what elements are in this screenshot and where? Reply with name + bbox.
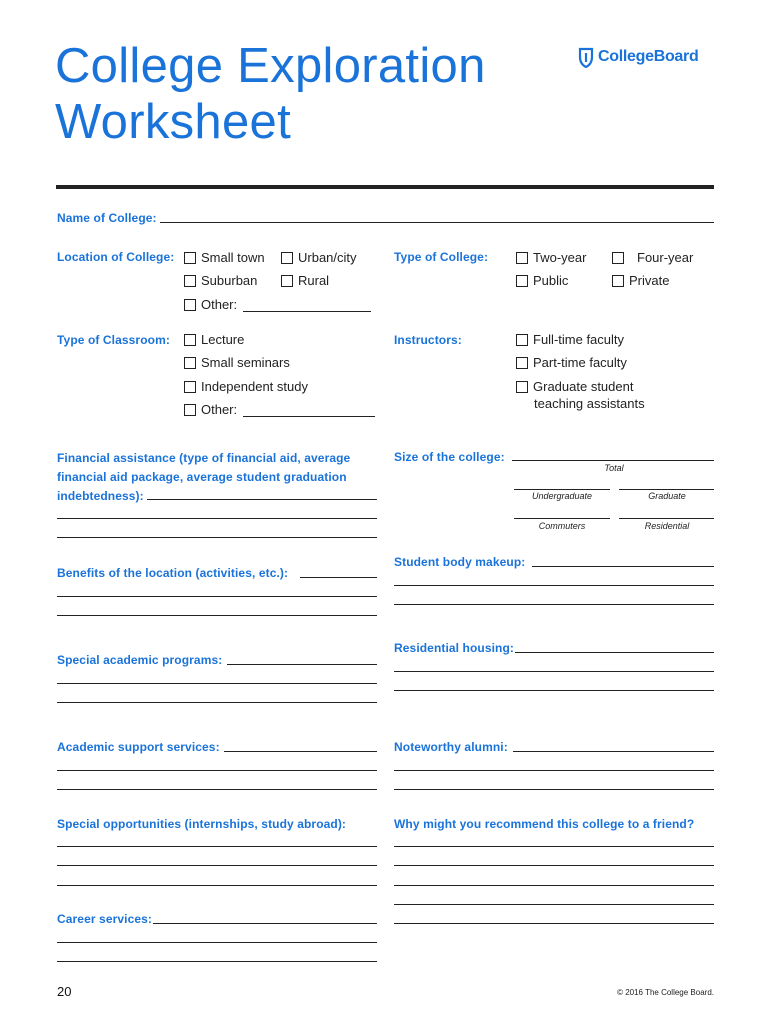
option-label: Urban/city <box>298 250 357 265</box>
recommend-line-b[interactable] <box>394 865 714 866</box>
option-independent-study[interactable] <box>184 379 308 395</box>
financial-line-a[interactable] <box>147 499 377 500</box>
option-two-year[interactable] <box>516 250 586 266</box>
recommend-line-d[interactable] <box>394 904 714 905</box>
name-of-college-line[interactable] <box>160 222 714 223</box>
name-of-college-label: Name of College: <box>57 211 157 225</box>
recommend-line-c[interactable] <box>394 885 714 886</box>
instructors-label: Instructors: <box>394 333 462 347</box>
size-total-caption: Total <box>604 463 624 473</box>
financial-assistance-label <box>57 449 350 506</box>
checkbox[interactable] <box>516 381 528 393</box>
financial-line-3: indebtedness): <box>57 489 144 503</box>
special-opportunities-label: Special opportunities (internships, study abroad): <box>57 817 347 831</box>
size-commuters-line[interactable] <box>514 518 610 519</box>
checkbox[interactable] <box>184 404 196 416</box>
title-line-2: Worksheet <box>55 95 292 149</box>
title-line-1: College Exploration <box>55 39 486 93</box>
option-label: Full-time faculty <box>533 332 625 347</box>
option-suburban[interactable] <box>184 273 257 289</box>
checkbox[interactable] <box>184 381 196 393</box>
career-services-label: Career services: <box>57 912 153 926</box>
checkbox[interactable] <box>516 252 528 264</box>
option-urban-city[interactable] <box>281 250 357 266</box>
alumni-line-c[interactable] <box>394 789 714 790</box>
type-of-college-label: Type of College: <box>394 250 489 264</box>
alumni-line-a[interactable] <box>513 751 714 752</box>
option-label: Part-time faculty <box>533 355 627 370</box>
checkbox[interactable] <box>184 334 196 346</box>
option-part-time-faculty[interactable] <box>516 355 627 371</box>
special-opps-line-c[interactable] <box>57 885 377 886</box>
option-label: Independent study <box>201 379 308 394</box>
checkbox[interactable] <box>184 299 196 311</box>
checkbox[interactable] <box>184 357 196 369</box>
residential-line-a[interactable] <box>515 652 714 653</box>
option-four-year[interactable] <box>612 250 693 266</box>
size-commuters-caption: Commuters <box>538 521 586 531</box>
benefits-line-a[interactable] <box>300 577 377 578</box>
size-label: Size of the college: <box>394 450 505 464</box>
recommend-line-a[interactable] <box>394 846 714 847</box>
academic-support-label: Academic support services: <box>57 740 220 754</box>
option-lecture[interactable] <box>184 332 244 348</box>
location-other-line[interactable] <box>243 311 371 312</box>
special-opps-line-b[interactable] <box>57 865 377 866</box>
special-programs-line-b[interactable] <box>57 683 377 684</box>
student-body-line-b[interactable] <box>394 585 714 586</box>
option-label: Other: <box>201 297 238 312</box>
option-label: Other: <box>201 402 238 417</box>
career-line-c[interactable] <box>57 961 377 962</box>
residential-housing-label: Residential housing: <box>394 641 515 655</box>
page-title <box>55 38 486 150</box>
student-body-line-c[interactable] <box>394 604 714 605</box>
option-graduate-student[interactable] <box>516 379 633 395</box>
special-programs-line-a[interactable] <box>227 664 377 665</box>
residential-line-b[interactable] <box>394 671 714 672</box>
recommend-line-e[interactable] <box>394 923 714 924</box>
option-full-time-faculty[interactable] <box>516 332 624 348</box>
option-label: Public <box>533 273 569 288</box>
academic-support-line-b[interactable] <box>57 770 377 771</box>
acorn-icon <box>577 46 595 68</box>
classroom-label: Type of Classroom: <box>57 333 170 347</box>
option-rural[interactable] <box>281 273 329 289</box>
financial-line-b[interactable] <box>57 518 377 519</box>
student-body-line-a[interactable] <box>532 566 714 567</box>
checkbox[interactable] <box>184 252 196 264</box>
size-total-line[interactable] <box>512 460 714 461</box>
option-label: Lecture <box>201 332 245 347</box>
checkbox[interactable] <box>516 357 528 369</box>
option-label: Suburban <box>201 273 258 288</box>
checkbox[interactable] <box>516 334 528 346</box>
checkbox[interactable] <box>184 275 196 287</box>
option-label: Private <box>629 273 670 288</box>
recommend-label: Why might you recommend this college to a friend? <box>394 817 695 831</box>
size-undergrad-caption: Undergraduate <box>531 491 593 501</box>
career-line-b[interactable] <box>57 942 377 943</box>
option-label: Small town <box>201 250 265 265</box>
header-rule <box>56 185 714 189</box>
option-location-other[interactable] <box>184 297 237 313</box>
option-small-town[interactable] <box>184 250 265 266</box>
option-small-seminars[interactable] <box>184 355 290 371</box>
career-line-a[interactable] <box>153 923 377 924</box>
alumni-line-b[interactable] <box>394 770 714 771</box>
size-graduate-line[interactable] <box>619 489 714 490</box>
location-label: Location of College: <box>57 250 175 264</box>
special-programs-label: Special academic programs: <box>57 653 223 667</box>
collegeboard-logo <box>577 46 698 68</box>
benefits-line-b[interactable] <box>57 596 377 597</box>
option-public[interactable] <box>516 273 568 289</box>
size-residential-line[interactable] <box>619 518 714 519</box>
checkbox[interactable] <box>281 275 293 287</box>
option-private[interactable] <box>612 273 669 289</box>
academic-support-line-c[interactable] <box>57 789 377 790</box>
checkbox[interactable] <box>281 252 293 264</box>
special-opps-line-a[interactable] <box>57 846 377 847</box>
size-graduate-caption: Graduate <box>648 491 686 501</box>
option-label: Rural <box>298 273 330 288</box>
checkbox[interactable] <box>612 252 624 264</box>
copyright: © 2016 The College Board. <box>617 988 714 997</box>
option-label: Small seminars <box>201 355 290 370</box>
checkbox[interactable] <box>612 275 624 287</box>
financial-line-1: Financial assistance (type of financial aid, average <box>57 451 351 465</box>
size-residential-caption: Residential <box>644 521 690 531</box>
option-label-continued: teaching assistants <box>534 396 645 411</box>
residential-line-c[interactable] <box>394 690 714 691</box>
option-classroom-other[interactable] <box>184 402 237 418</box>
financial-line-2: financial aid package, average student graduation <box>57 470 347 484</box>
option-label: Graduate student <box>533 379 634 394</box>
classroom-other-line[interactable] <box>243 416 375 417</box>
academic-support-line-a[interactable] <box>224 751 377 752</box>
checkbox[interactable] <box>516 275 528 287</box>
special-programs-line-c[interactable] <box>57 702 377 703</box>
size-undergrad-line[interactable] <box>514 489 610 490</box>
page-number: 20 <box>57 984 72 999</box>
option-label: Two-year <box>533 250 587 265</box>
alumni-label: Noteworthy alumni: <box>394 740 508 754</box>
logo-text: CollegeBoard <box>598 48 699 65</box>
benefits-label: Benefits of the location (activities, etc.): <box>57 566 289 580</box>
option-label: Four-year <box>637 250 694 265</box>
benefits-line-c[interactable] <box>57 615 377 616</box>
financial-line-c[interactable] <box>57 537 377 538</box>
student-body-label: Student body makeup: <box>394 555 526 569</box>
